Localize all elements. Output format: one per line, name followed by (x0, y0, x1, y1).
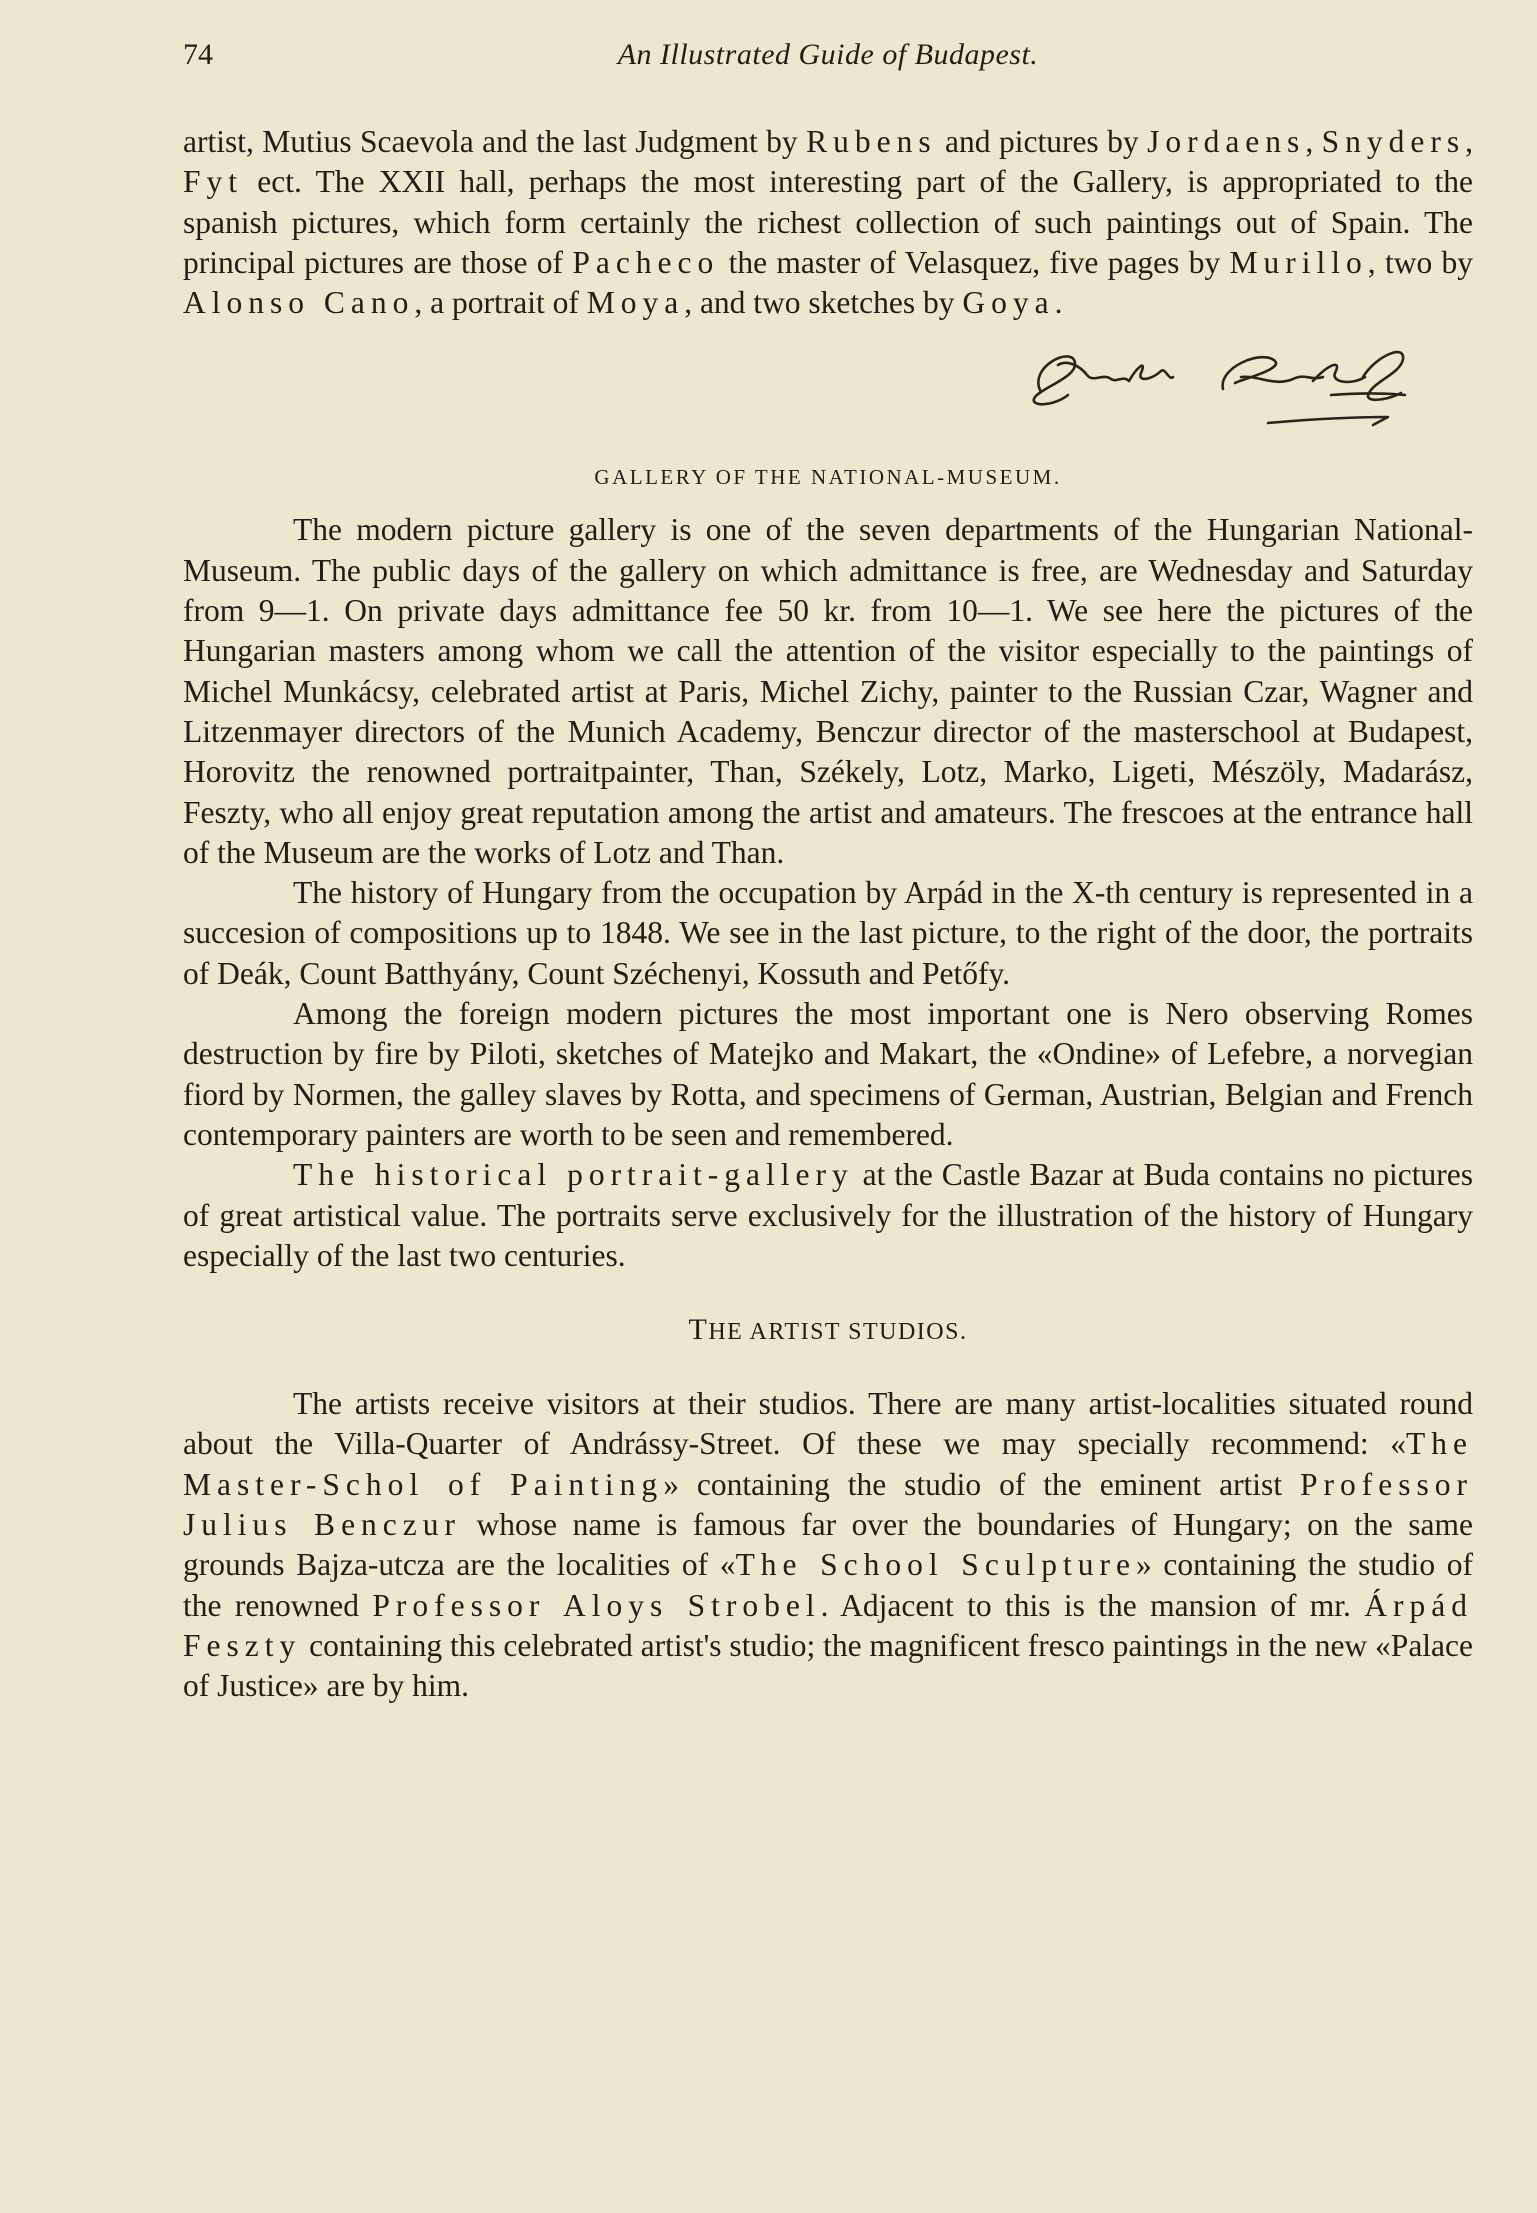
handwritten-signature (1013, 337, 1433, 442)
paragraph-portrait-gallery: The historical portrait-gallery at the Castle Bazar at Buda contains no pictures of great artistical value. The portraits serve exclusively for the illustration of the history of Hungary especially of the last two centuries. (183, 1157, 1473, 1273)
paragraph-spanish-gallery: artist, Mutius Scaevola and the last Judgment by Rubens and pictures by Jordaens, Snyders, Fyt ect. The XXII hall, perhaps the most interesting part of the Gallery, is appropriated to the spanish pictures, which form certainly the richest collection of such paintings out of Spain. The principal pictures are those of Pacheco the master of Velasquez, five pages by Murillo, two by Alonso Cano, a portrait of Moya, and two sketches by Goya. (183, 124, 1474, 321)
page-number: 74 (183, 38, 213, 71)
paragraph-foreign-pictures: Among the foreign modern pictures the most important one is Nero observing Romes destruction by fire by Piloti, sketches of Matejko and Makart, the «Ondine» of Lefebre, a norvegian fiord by Normen, the galley slaves by Rotta, and specimens of German, Austrian, Belgian and French contemporary painters are worth to be seen and remembered. (183, 996, 1473, 1152)
heading-artist-studios: THE ARTIST STUDIOS. (688, 1313, 968, 1347)
heading-national-museum: GALLERY OF THE NATIONAL-MUSEUM. (594, 465, 1062, 490)
running-title: An Illustrated Guide of Budapest. (617, 38, 1039, 71)
paragraph-modern-gallery: The modern picture gallery is one of the seven departments of the Hungarian National-Museum. The public days of the gallery on which admittance is free, are Wednesday and Saturday from 9—1. On private days admittance fee 50 kr. from 10—1. We see here the pictures of the Hungarian masters among whom we call the attention of the visitor especially to the paintings of Michel Munkácsy, celebrated artist at Paris, Michel Zichy, painter to the Russian Czar, Wagner and Litzenmayer directors of the Munich Academy, Benczur director of the masterschool at Budapest, Horovitz the renowned portraitpainter, Than, Székely, Lotz, Marko, Ligeti, Mészöly, Madarász, Feszty, who all enjoy great reputation among the artist and amateurs. The frescoes at the entrance hall of the Museum are the works of Lotz and Than. (183, 512, 1473, 870)
running-header (183, 38, 1473, 78)
page-body (183, 122, 1473, 1707)
paragraph-history-hungary: The history of Hungary from the occupation by Arpád in the X-th century is represented in a succesion of compositions up to 1848. We see in the last picture, to the right of the door, the portraits of Deák, Count Batthyány, Count Széchenyi, Kossuth and Petőfy. (183, 875, 1473, 991)
paragraph-artist-studios: The artists receive visitors at their studios. There are many artist-localities situated round about the Villa-Quarter of Andrássy-Street. Of these we may specially recommend: «The Master-Schol of Painting» containing the studio of the eminent artist Professor Julius Benczur whose name is famous far over the boundaries of Hungary; on the same grounds Bajza-utcza are the localities of «The School Sculpture» containing the studio of the renowned Professor Aloys Strobel. Adjacent to this is the mansion of mr. Árpád Feszty containing this celebrated artist's studio; the magnificent fresco paintings in the new «Palace of Justice» are by him. (183, 1386, 1474, 1704)
